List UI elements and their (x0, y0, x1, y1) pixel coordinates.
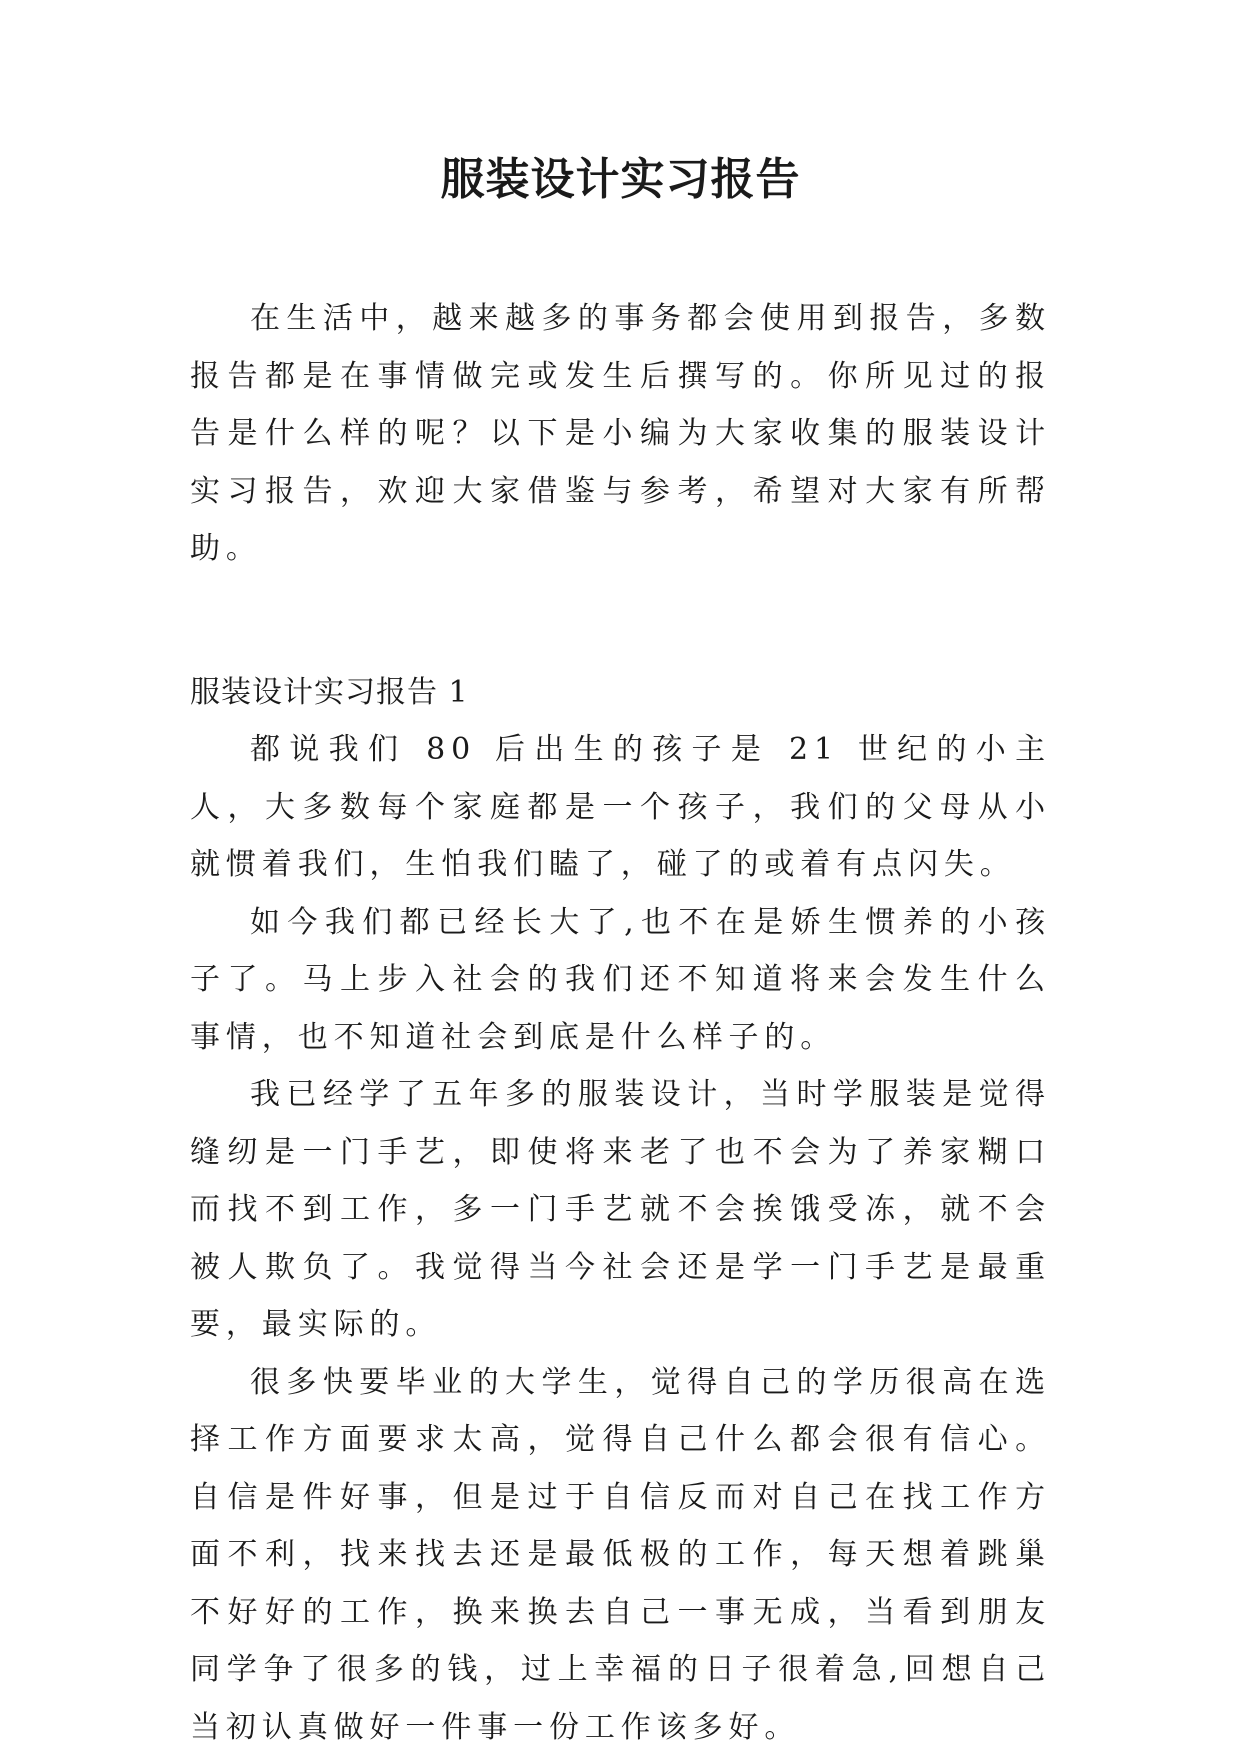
body-paragraph: 都说我们 80 后出生的孩子是 21 世纪的小主人，大多数每个家庭都是一个孩子，我们的父母从小就惯着我们，生怕我们瞌了，碰了的或着有点闪失。 (190, 721, 1051, 894)
intro-paragraph: 在生活中，越来越多的事务都会使用到报告，多数报告都是在事情做完或发生后撰写的。你所见过的报告是什么样的呢？以下是小编为大家收集的服装设计实习报告，欢迎大家借鉴与参考，希望对大家有所帮助。 (190, 290, 1051, 578)
body-paragraph: 如今我们都已经长大了,也不在是娇生惯养的小孩子了。马上步入社会的我们还不知道将来会发生什么事情，也不知道社会到底是什么样子的。 (190, 894, 1051, 1067)
body-paragraph: 我已经学了五年多的服装设计，当时学服装是觉得缝纫是一门手艺，即使将来老了也不会为了养家糊口而找不到工作，多一门手艺就不会挨饿受冻，就不会被人欺负了。我觉得当今社会还是学一门手艺是最重要，最实际的。 (190, 1066, 1051, 1354)
document-title: 服装设计实习报告 (0, 150, 1241, 210)
body-paragraph: 很多快要毕业的大学生，觉得自己的学历很高在选择工作方面要求太高，觉得自己什么都会很有信心。自信是件好事，但是过于自信反而对自己在找工作方面不利，找来找去还是最低极的工作，每天想着跳巢不好好的工作，换来换去自己一事无成，当看到朋友同学争了很多的钱，过上幸福的日子很着急,回想自己当初认真做好一件事一份工作该多好。 (190, 1354, 1051, 1756)
document-body (190, 290, 1051, 1756)
section-heading: 服装设计实习报告 1 (190, 664, 1051, 722)
